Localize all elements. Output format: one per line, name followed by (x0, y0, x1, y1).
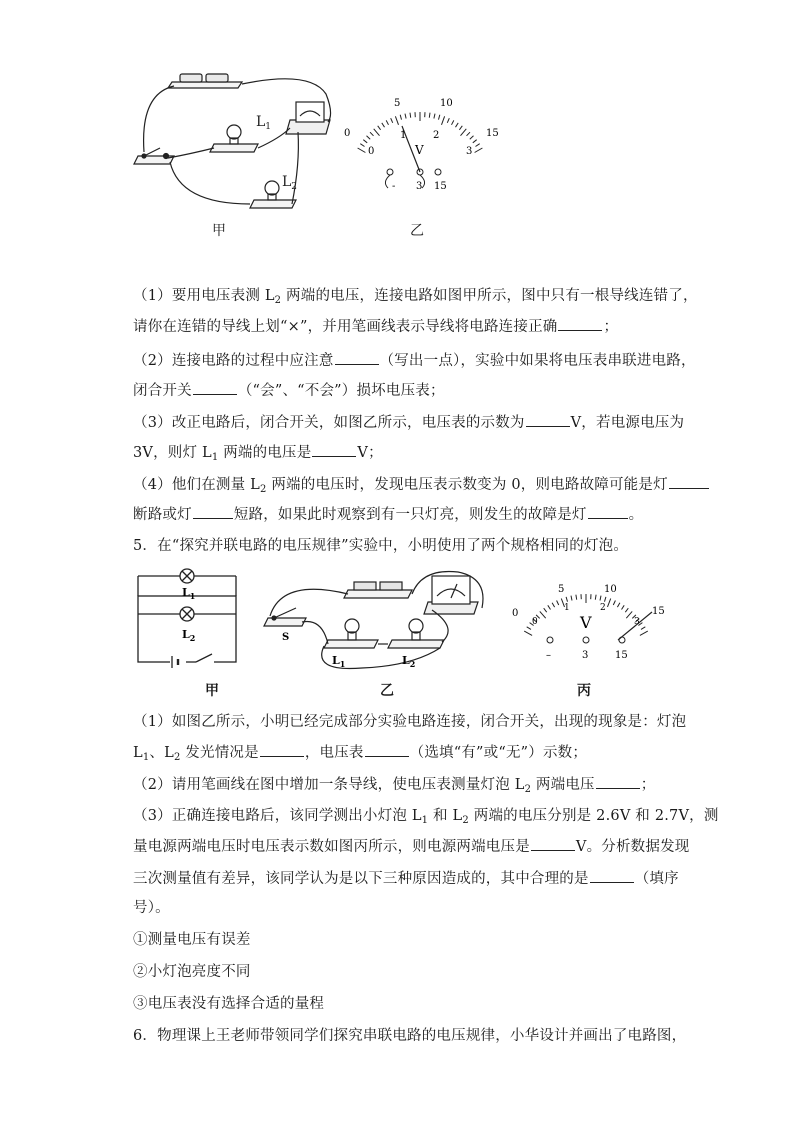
dial-tick (470, 136, 474, 139)
tick-label: 0 (512, 608, 519, 619)
dial-tick (410, 113, 411, 118)
tick-label: 15 (486, 128, 499, 139)
dial-tick (641, 627, 645, 630)
lamp-l2-label: $L_2$ (282, 174, 298, 192)
answer-blank[interactable] (590, 868, 634, 883)
dial-tick (566, 597, 567, 602)
dial-tick (358, 148, 366, 153)
tick-label: 3 (634, 617, 640, 627)
q5-figure-jia-schematic (132, 566, 242, 670)
meter-unit: V (580, 613, 592, 632)
dial-tick (374, 129, 380, 136)
meter-unit: V (415, 143, 424, 157)
dial-tick (625, 608, 628, 612)
answer-blank[interactable] (531, 836, 575, 851)
q5-part1-line1: （1）如图乙所示，小明已经完成部分实验电路连接，闭合开关，出现的现象是：灯泡 (133, 714, 687, 730)
q4-part3-line1: （3）改正电路后，闭合开关，如图乙所示，电压表的示数为 V，若电源电压为 (133, 412, 684, 433)
q5-title: 5．在“探究并联电路的电压规律”实验中，小明使用了两个规格相同的灯泡。 (133, 538, 629, 554)
q4-part4-line1: （4）他们在测量 $L_2$ 两端的电压时，发现电压表示数变为 0，则电路故障可能是灯 (133, 474, 710, 495)
q5-part3-line4: 号）。 (133, 900, 170, 916)
dial-tick (391, 118, 393, 123)
terminal-label: 15 (615, 650, 628, 661)
answer-blank[interactable] (596, 774, 640, 789)
dial-tick (459, 126, 462, 130)
dial-tick (571, 596, 572, 601)
q5-jia-l2: $L_2$ (182, 628, 196, 643)
answer-blank[interactable] (588, 504, 628, 519)
answer-blank[interactable] (365, 742, 409, 757)
q4-part4-line2: 断路或灯 短路，如果此时观察到有一只灯亮，则发生的故障是灯 。 (133, 504, 643, 525)
q5-caption-jia: 甲 (205, 683, 219, 699)
q5-caption-bing: 丙 (577, 683, 591, 699)
q4-part3-line2: 3V，则灯 $L_1$ 两端的电压是 V； (133, 442, 383, 463)
answer-blank[interactable] (260, 742, 304, 757)
dial-tick (461, 129, 467, 136)
q5-part2: （2）请用笔画线在图中增加一条导线，使电压表测量灯泡 $L_2$ 两端电压 ； (133, 774, 655, 795)
tick-label: 0 (368, 146, 375, 157)
tick-label: 1 (400, 130, 407, 141)
dial-tick (576, 595, 577, 600)
terminal-label: 3 (416, 181, 423, 192)
q5-option-3: ③电压表没有选择合适的量程 (133, 996, 325, 1012)
terminal-negative (547, 637, 553, 643)
caption-yi: 乙 (410, 223, 424, 239)
q5-caption-yi: 乙 (380, 683, 394, 699)
dial-tick (548, 605, 551, 609)
dial-tick (544, 608, 547, 612)
answer-blank[interactable] (335, 350, 379, 365)
q4-part1-line1: （1）要用电压表测 $L_2$ 两端的电压，连接电路如图甲所示，图中只有一根导线连错了， (133, 288, 698, 306)
tick-label: 1 (564, 603, 570, 613)
dial-tick (452, 120, 454, 124)
dial-tick (626, 611, 632, 618)
dial-tick (524, 631, 532, 635)
dial-tick (540, 611, 546, 618)
dial-tick (370, 132, 374, 136)
dial-tick (360, 144, 364, 147)
terminal-15 (619, 637, 625, 643)
dial-tick (640, 631, 648, 635)
q6-title: 6．物理课上王老师带领同学们探究串联电路的电压规律，小华设计并画出了电路图， (133, 1028, 687, 1044)
dial-tick (613, 601, 615, 606)
dial-tick (605, 597, 606, 602)
tick-label: 5 (394, 98, 401, 109)
q4-part2-line1: （2）连接电路的过程中应注意 （写出一点），实验中如果将电压表串联进电路， (133, 350, 696, 371)
dial-tick (600, 596, 601, 601)
dial-tick (473, 140, 477, 143)
dial-tick (405, 114, 406, 119)
q5-figure-bing-voltmeter (506, 578, 666, 662)
answer-blank[interactable] (312, 442, 356, 457)
lamp-l1-label: $L_1$ (256, 114, 272, 132)
q5-jia-l1: $L_1$ (182, 586, 196, 601)
q4-part2-line2: 闭合开关 （“会”、“不会”）损坏电压表； (133, 380, 445, 401)
answer-blank[interactable] (669, 474, 709, 489)
figure-top-circuit (130, 64, 340, 214)
q5-part3-line1: （3）正确连接电路后，该同学测出小灯泡 $L_1$ 和 $L_2$ 两端的电压分别是 2.6V 和 2.7V，测 (133, 808, 719, 826)
dial-tick (552, 603, 555, 607)
q5-yi-l2: $L_2$ (402, 654, 416, 669)
dial-tick (617, 603, 620, 607)
q5-yi-l1: $L_1$ (332, 654, 346, 669)
dial-tick (456, 123, 459, 127)
q5-option-1: ①测量电压有误差 (133, 932, 251, 948)
tick-label: 0 (532, 617, 538, 627)
q5-figure-yi-physical (262, 568, 498, 678)
q5-part1-line2: $L_1$、$L_2$ 发光情况是 ，电压表 （选填“有”或“无”）示数； (133, 742, 587, 763)
answer-blank[interactable] (193, 504, 233, 519)
terminal-label: – (546, 650, 551, 661)
terminal-label: 15 (434, 181, 447, 192)
dial-tick (429, 113, 430, 118)
dial-tick (363, 140, 367, 143)
terminal-15 (435, 169, 441, 175)
dial-tick (395, 116, 398, 125)
q5-part3-line2: 量电源两端电压时电压表示数如图丙所示，则电源两端电压是 V。分析数据发现 (133, 836, 689, 857)
dial-tick (447, 118, 449, 123)
dial-tick (595, 595, 596, 600)
dial-tick (622, 605, 625, 609)
dial-tick (442, 116, 445, 125)
dial-tick (476, 144, 480, 147)
caption-jia: 甲 (212, 223, 226, 239)
terminal-label: 3 (582, 650, 589, 661)
answer-blank[interactable] (193, 380, 237, 395)
tick-label: 0 (344, 128, 351, 139)
answer-blank[interactable] (526, 412, 570, 427)
dial-tick (378, 126, 381, 130)
dial-tick (400, 115, 401, 120)
dial-tick (608, 599, 611, 607)
dial-tick (386, 120, 388, 124)
tick-label: 2 (433, 130, 440, 141)
dial-tick (439, 115, 440, 120)
terminal-label: - (392, 181, 396, 192)
q4-part1-line2: 请你在连错的导线上划“×”，并用笔画线表示导线将电路连接正确 ； (133, 316, 618, 337)
dial-tick (434, 114, 435, 119)
q5-yi-switch-label: S (282, 632, 290, 643)
tick-label: 2 (600, 603, 606, 613)
dial-tick (382, 123, 385, 127)
q5-option-2: ②小灯泡亮度不同 (133, 964, 251, 980)
tick-label: 5 (558, 584, 565, 595)
dial-tick (467, 132, 471, 136)
tick-label: 3 (466, 146, 473, 157)
answer-blank[interactable] (558, 316, 602, 331)
figure-top-voltmeter (340, 92, 500, 197)
tick-label: 10 (604, 584, 617, 595)
q5-part3-line3: 三次测量值有差异，该同学认为是以下三种原因造成的，其中合理的是 （填序 (133, 868, 679, 889)
terminal-negative (387, 169, 393, 175)
terminal-3 (583, 637, 589, 643)
dial-tick (475, 148, 483, 153)
dial-tick (367, 136, 371, 139)
dial-tick (527, 627, 531, 630)
tick-label: 10 (440, 98, 453, 109)
dial-tick (557, 601, 559, 606)
tick-label: 15 (652, 606, 665, 617)
